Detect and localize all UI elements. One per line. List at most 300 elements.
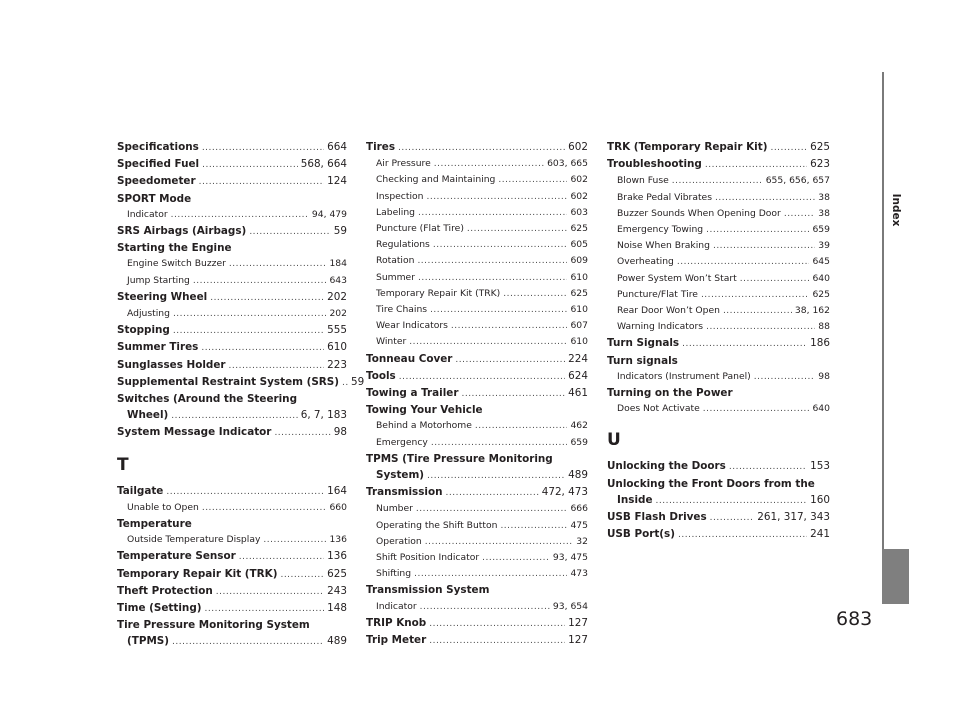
- page-reference[interactable]: 625: [810, 141, 830, 153]
- entry-term: Towing Your Vehicle: [366, 404, 483, 417]
- page-reference[interactable]: 136: [327, 550, 347, 563]
- entry-term: Winter: [376, 336, 407, 348]
- page-reference[interactable]: 184: [329, 258, 347, 270]
- page-reference[interactable]: 38: [818, 207, 830, 219]
- index-entry: [117, 339, 347, 356]
- index-subentry: [366, 334, 588, 350]
- page-reference[interactable]: 602: [570, 190, 588, 202]
- page-reference[interactable]: 666: [570, 503, 588, 515]
- index-entry: [366, 582, 588, 598]
- index-entry: [117, 483, 347, 500]
- entry-term: Operation: [376, 535, 422, 547]
- page-reference[interactable]: 602: [570, 174, 588, 186]
- index-entry: [607, 458, 830, 475]
- dot-leader: [216, 583, 324, 600]
- index-entry: [117, 407, 347, 424]
- dot-leader: [713, 238, 815, 254]
- entry-term: Sunglasses Holder: [117, 358, 226, 371]
- index-subentry: [366, 566, 588, 582]
- index-subentry: [607, 287, 830, 303]
- entry-term: Turning on the Power: [607, 387, 733, 400]
- dot-leader: [417, 253, 567, 269]
- entry-term: Noise When Braking: [617, 240, 710, 252]
- index-entry: [366, 615, 588, 632]
- index-subentry: [366, 318, 588, 334]
- index-entry: [117, 633, 347, 650]
- dot-leader: [202, 156, 298, 173]
- index-subentry: [607, 401, 830, 417]
- page-number: 683: [836, 608, 873, 630]
- dot-leader: [173, 322, 324, 339]
- dot-leader: [433, 237, 568, 253]
- page-reference[interactable]: 224: [568, 352, 588, 365]
- dot-leader: [429, 632, 565, 649]
- dot-leader: [740, 271, 810, 287]
- entry-term: System): [376, 469, 425, 482]
- dot-leader: [455, 351, 565, 368]
- index-subentry: [366, 599, 588, 615]
- index-entry: [117, 548, 347, 565]
- index-subentry: [117, 207, 347, 223]
- entry-term: Puncture (Flat Tire): [376, 223, 464, 235]
- section-letter: U: [607, 430, 621, 451]
- entry-term: TRK (Temporary Repair Kit): [607, 141, 768, 153]
- dot-leader: [171, 207, 309, 223]
- index-subentry: [366, 501, 588, 517]
- dot-leader: [171, 407, 297, 424]
- page-reference[interactable]: 93, 654: [552, 600, 588, 612]
- dot-leader: [754, 369, 816, 385]
- index-subentry: [607, 190, 830, 206]
- index-entry: [117, 357, 347, 374]
- index-entry: [607, 156, 830, 173]
- dot-leader: [503, 286, 567, 302]
- index-entry: [366, 402, 588, 418]
- page-reference[interactable]: 127: [568, 634, 588, 647]
- index-subentry: [366, 172, 588, 188]
- dot-leader: [418, 270, 567, 286]
- dot-leader: [193, 273, 327, 289]
- entry-term: Stopping: [117, 324, 170, 337]
- index-subentry: [607, 319, 830, 335]
- dot-leader: [467, 221, 568, 237]
- entry-term: Supplemental Restraint System (SRS): [117, 375, 340, 388]
- page-reference[interactable]: 223: [327, 358, 347, 371]
- entry-term: USB Port(s): [607, 528, 675, 541]
- dot-leader: [677, 254, 810, 270]
- entry-term: Emergency: [376, 436, 428, 448]
- dot-leader: [229, 256, 327, 272]
- page-reference[interactable]: 32: [576, 535, 588, 547]
- dot-leader: [482, 550, 550, 566]
- dot-leader: [656, 492, 808, 509]
- entry-term: Air Pressure: [376, 158, 431, 170]
- page-reference[interactable]: 475: [570, 519, 588, 531]
- entry-term: Tire Pressure Monitoring System: [117, 619, 310, 632]
- page-reference[interactable]: 568, 664: [300, 158, 347, 171]
- entry-term: Brake Pedal Vibrates: [617, 191, 712, 203]
- page-reference[interactable]: 160: [810, 493, 830, 506]
- dot-leader: [710, 509, 755, 526]
- index-entry: [366, 351, 588, 368]
- page-reference[interactable]: 610: [570, 271, 588, 283]
- page-reference[interactable]: 243: [327, 584, 347, 597]
- page-reference[interactable]: 473: [570, 568, 588, 580]
- page-reference[interactable]: 655, 656, 657: [765, 175, 830, 187]
- index-subentry: [366, 550, 588, 566]
- index-subentry: [117, 500, 347, 516]
- page-reference[interactable]: 660: [329, 501, 347, 513]
- page-reference[interactable]: 94, 479: [311, 208, 347, 220]
- index-subentry: [607, 254, 830, 270]
- dot-leader: [706, 222, 809, 238]
- entry-term: Specified Fuel: [117, 158, 200, 171]
- index-entry: [607, 353, 830, 369]
- index-entry: [366, 139, 588, 156]
- page-reference[interactable]: 39: [818, 240, 830, 252]
- entry-term: Shift Position Indicator: [376, 552, 480, 564]
- entry-term: Wheel): [127, 409, 169, 422]
- page-reference[interactable]: 153: [810, 460, 830, 473]
- entry-term: Transmission: [366, 486, 443, 499]
- entry-term: Rear Door Won’t Open: [617, 305, 720, 317]
- index-subentry: [607, 303, 830, 319]
- index-entry: [117, 617, 347, 633]
- index-subentry: [607, 271, 830, 287]
- dot-leader: [414, 566, 567, 582]
- page-reference[interactable]: 461: [568, 387, 588, 400]
- index-subentry: [366, 286, 588, 302]
- entry-term: Tonneau Cover: [366, 352, 453, 365]
- index-entry: [607, 526, 830, 543]
- entry-term: Specifications: [117, 141, 199, 153]
- page-reference[interactable]: 659: [570, 436, 588, 448]
- entry-term: Buzzer Sounds When Opening Door: [617, 207, 781, 219]
- page-reference[interactable]: 98: [333, 426, 347, 439]
- page-reference[interactable]: 607: [570, 320, 588, 332]
- entry-term: Trip Meter: [366, 634, 427, 647]
- index-entry: [117, 223, 347, 240]
- index-subentry: [117, 532, 347, 548]
- page-reference[interactable]: 59: [333, 225, 347, 238]
- page-reference[interactable]: 625: [570, 287, 588, 299]
- entry-term: Time (Setting): [117, 602, 202, 615]
- entry-term: Outside Temperature Display: [127, 534, 261, 546]
- entry-term: System Message Indicator: [117, 426, 272, 439]
- index-subentry: [366, 156, 588, 172]
- index-entry: [607, 476, 830, 492]
- entry-term: (TPMS): [127, 635, 170, 648]
- index-entry: [366, 484, 588, 501]
- page-reference[interactable]: 610: [570, 336, 588, 348]
- dot-leader: [398, 139, 565, 156]
- page-reference[interactable]: 603: [570, 206, 588, 218]
- index-entry: [117, 374, 365, 391]
- entry-term: Puncture/Flat Tire: [617, 288, 698, 300]
- entry-term: Inspection: [376, 190, 424, 202]
- page-reference[interactable]: 602: [568, 141, 588, 153]
- page-reference[interactable]: 555: [327, 324, 347, 337]
- dot-leader: [399, 368, 565, 385]
- dot-leader: [342, 374, 348, 391]
- dot-leader: [706, 319, 815, 335]
- index-entry: [117, 240, 347, 256]
- dot-leader: [409, 334, 567, 350]
- dot-leader: [770, 139, 807, 156]
- entry-term: Warning Indicators: [617, 321, 704, 333]
- entry-term: Temperature Sensor: [117, 550, 236, 563]
- index-entry: [366, 368, 588, 385]
- entry-term: Engine Switch Buzzer: [127, 258, 226, 270]
- index-entry: [117, 173, 347, 190]
- page-reference[interactable]: 127: [568, 616, 588, 629]
- dot-leader: [672, 173, 763, 189]
- entry-term: Does Not Activate: [617, 403, 700, 415]
- dot-leader: [202, 500, 327, 516]
- entry-term: Starting the Engine: [117, 242, 232, 255]
- page-reference[interactable]: 624: [568, 369, 588, 382]
- page-reference[interactable]: 38: [818, 191, 830, 203]
- entry-term: TPMS (Tire Pressure Monitoring: [366, 452, 553, 465]
- index-entry: [607, 385, 830, 401]
- index-subentry: [607, 222, 830, 238]
- entry-term: Indicator: [127, 208, 168, 220]
- entry-term: Summer: [376, 271, 415, 283]
- index-entry: [117, 322, 347, 339]
- page-reference[interactable]: 640: [812, 272, 830, 284]
- entry-term: Blown Fuse: [617, 175, 669, 187]
- page-reference[interactable]: 643: [329, 274, 347, 286]
- page-reference[interactable]: 148: [327, 602, 347, 615]
- dot-leader: [172, 633, 324, 650]
- entry-term: Shifting: [376, 568, 412, 580]
- section-letter: T: [117, 454, 129, 475]
- index-side-tab: [882, 72, 911, 604]
- dot-leader: [500, 518, 567, 534]
- entry-term: SRS Airbags (Airbags): [117, 225, 247, 238]
- entry-term: Checking and Maintaining: [376, 174, 496, 186]
- page-reference[interactable]: 489: [327, 635, 347, 648]
- index-subentry: [366, 435, 588, 451]
- dot-leader: [205, 600, 325, 617]
- page-reference[interactable]: 241: [810, 528, 830, 541]
- page-reference[interactable]: 605: [570, 239, 588, 251]
- dot-leader: [434, 156, 544, 172]
- page-reference[interactable]: 640: [812, 403, 830, 415]
- dot-leader: [274, 424, 330, 441]
- index-subentry: [366, 189, 588, 205]
- page-reference[interactable]: 164: [327, 484, 347, 497]
- dot-leader: [451, 318, 568, 334]
- index-entry: [117, 191, 347, 207]
- entry-term: Troubleshooting: [607, 158, 702, 171]
- entry-term: Power System Won’t Start: [617, 272, 737, 284]
- entry-term: Temporary Repair Kit (TRK): [376, 287, 501, 299]
- page-reference[interactable]: 659: [812, 224, 830, 236]
- page-reference[interactable]: 98: [818, 370, 830, 382]
- index-subentry: [366, 302, 588, 318]
- page-reference[interactable]: 472, 473: [541, 486, 588, 499]
- page-reference[interactable]: 88: [818, 321, 830, 333]
- page-reference[interactable]: 603, 665: [547, 158, 588, 170]
- entry-term: USB Flash Drives: [607, 511, 707, 524]
- dot-leader: [199, 173, 325, 190]
- index-entry: [607, 335, 830, 352]
- index-subentry: [607, 238, 830, 254]
- page-reference[interactable]: 38, 162: [794, 305, 830, 317]
- page-reference[interactable]: 124: [327, 175, 347, 188]
- page-reference[interactable]: 261, 317, 343: [757, 511, 830, 524]
- index-entry: [117, 156, 347, 173]
- entry-term: Behind a Motorhome: [376, 420, 472, 432]
- index-entry: [117, 289, 347, 306]
- page-reference[interactable]: 59: [351, 375, 365, 388]
- page-reference[interactable]: 609: [570, 255, 588, 267]
- index-subentry: [366, 221, 588, 237]
- dot-leader: [173, 306, 327, 322]
- index-subentry: [607, 173, 830, 189]
- dot-leader: [705, 156, 807, 173]
- entry-term: Speedometer: [117, 175, 196, 188]
- index-entry: [607, 139, 830, 156]
- entry-term: Tire Chains: [376, 304, 428, 316]
- entry-term: Unable to Open: [127, 501, 199, 513]
- dot-leader: [427, 467, 565, 484]
- index-entry: [117, 391, 347, 407]
- entry-term: Operating the Shift Button: [376, 519, 498, 531]
- index-entry: [366, 467, 588, 484]
- index-subentry: [117, 306, 347, 322]
- side-tab-marker: [882, 549, 909, 604]
- page-reference[interactable]: 462: [570, 420, 588, 432]
- dot-leader: [280, 566, 324, 583]
- dot-leader: [678, 526, 807, 543]
- index-subentry: [366, 253, 588, 269]
- dot-leader: [431, 435, 568, 451]
- index-entry: [117, 424, 347, 441]
- page-reference[interactable]: 664: [327, 141, 347, 153]
- entry-term: Regulations: [376, 239, 430, 251]
- dot-leader: [723, 303, 792, 319]
- entry-term: Towing a Trailer: [366, 387, 459, 400]
- entry-term: Unlocking the Front Doors from the: [607, 477, 815, 490]
- page-reference[interactable]: 489: [568, 469, 588, 482]
- dot-leader: [201, 339, 324, 356]
- page-reference[interactable]: 625: [570, 223, 588, 235]
- dot-leader: [461, 385, 565, 402]
- index-entry: [607, 492, 830, 509]
- entry-term: Tailgate: [117, 484, 164, 497]
- page-reference[interactable]: 186: [810, 337, 830, 350]
- page-reference[interactable]: 93, 475: [552, 552, 588, 564]
- entry-term: Transmission System: [366, 584, 490, 597]
- index-subentry: [117, 256, 347, 272]
- index-subentry: [366, 418, 588, 434]
- index-entry: [607, 509, 830, 526]
- dot-leader: [166, 483, 324, 500]
- entry-term: Tools: [366, 369, 396, 382]
- entry-term: Summer Tires: [117, 341, 199, 354]
- page-reference[interactable]: 6, 7, 183: [300, 409, 347, 422]
- dot-leader: [703, 401, 810, 417]
- index-subentry: [366, 518, 588, 534]
- index-entry: [117, 566, 347, 583]
- entry-term: Labeling: [376, 206, 415, 218]
- entry-term: Jump Starting: [127, 274, 190, 286]
- entry-term: Tires: [366, 141, 396, 153]
- page-reference[interactable]: 202: [327, 290, 347, 303]
- page-reference[interactable]: 610: [570, 304, 588, 316]
- page-reference[interactable]: 202: [329, 308, 347, 320]
- entry-term: Overheating: [617, 256, 674, 268]
- entry-term: SPORT Mode: [117, 192, 192, 205]
- dot-leader: [498, 172, 567, 188]
- index-entry: [117, 516, 347, 532]
- index-entry: [117, 139, 347, 156]
- dot-leader: [701, 287, 810, 303]
- dot-leader: [416, 501, 568, 517]
- index-subentry: [366, 205, 588, 221]
- dot-leader: [202, 139, 324, 156]
- index-entry: [117, 600, 347, 617]
- page-reference[interactable]: 645: [812, 256, 830, 268]
- index-subentry: [607, 369, 830, 385]
- dot-leader: [229, 357, 325, 374]
- dot-leader: [263, 532, 326, 548]
- entry-term: Steering Wheel: [117, 290, 208, 303]
- page-reference[interactable]: 625: [812, 288, 830, 300]
- dot-leader: [729, 458, 807, 475]
- index-subentry: [366, 270, 588, 286]
- entry-term: Number: [376, 503, 413, 515]
- index-entry: [117, 583, 347, 600]
- index-subentry: [607, 206, 830, 222]
- entry-term: Turn Signals: [607, 337, 680, 350]
- dot-leader: [682, 335, 807, 352]
- side-tab-label: Index: [890, 193, 902, 227]
- page-reference[interactable]: 136: [329, 534, 347, 546]
- dot-leader: [249, 223, 330, 240]
- dot-leader: [420, 599, 550, 615]
- entry-term: Inside: [617, 493, 653, 506]
- page-reference[interactable]: 623: [810, 158, 830, 171]
- dot-leader: [715, 190, 815, 206]
- page-reference[interactable]: 610: [327, 341, 347, 354]
- entry-term: Temporary Repair Kit (TRK): [117, 567, 278, 580]
- entry-term: Temperature: [117, 518, 192, 531]
- dot-leader: [446, 484, 539, 501]
- entry-term: Adjusting: [127, 308, 170, 320]
- entry-term: Turn signals: [607, 354, 678, 367]
- index-entry: [366, 451, 588, 467]
- dot-leader: [418, 205, 567, 221]
- entry-term: Wear Indicators: [376, 320, 448, 332]
- dot-leader: [784, 206, 815, 222]
- dot-leader: [425, 534, 574, 550]
- entry-term: Indicator: [376, 600, 417, 612]
- index-entry: [366, 385, 588, 402]
- index-column-3: [607, 139, 830, 543]
- index-subentry: [366, 237, 588, 253]
- page-reference[interactable]: 625: [327, 567, 347, 580]
- entry-term: Unlocking the Doors: [607, 460, 726, 473]
- entry-term: TRIP Knob: [366, 616, 427, 629]
- dot-leader: [429, 615, 565, 632]
- entry-term: Indicators (Instrument Panel): [617, 370, 751, 382]
- index-subentry: [366, 534, 588, 550]
- dot-leader: [475, 418, 568, 434]
- index-entry: [366, 632, 588, 649]
